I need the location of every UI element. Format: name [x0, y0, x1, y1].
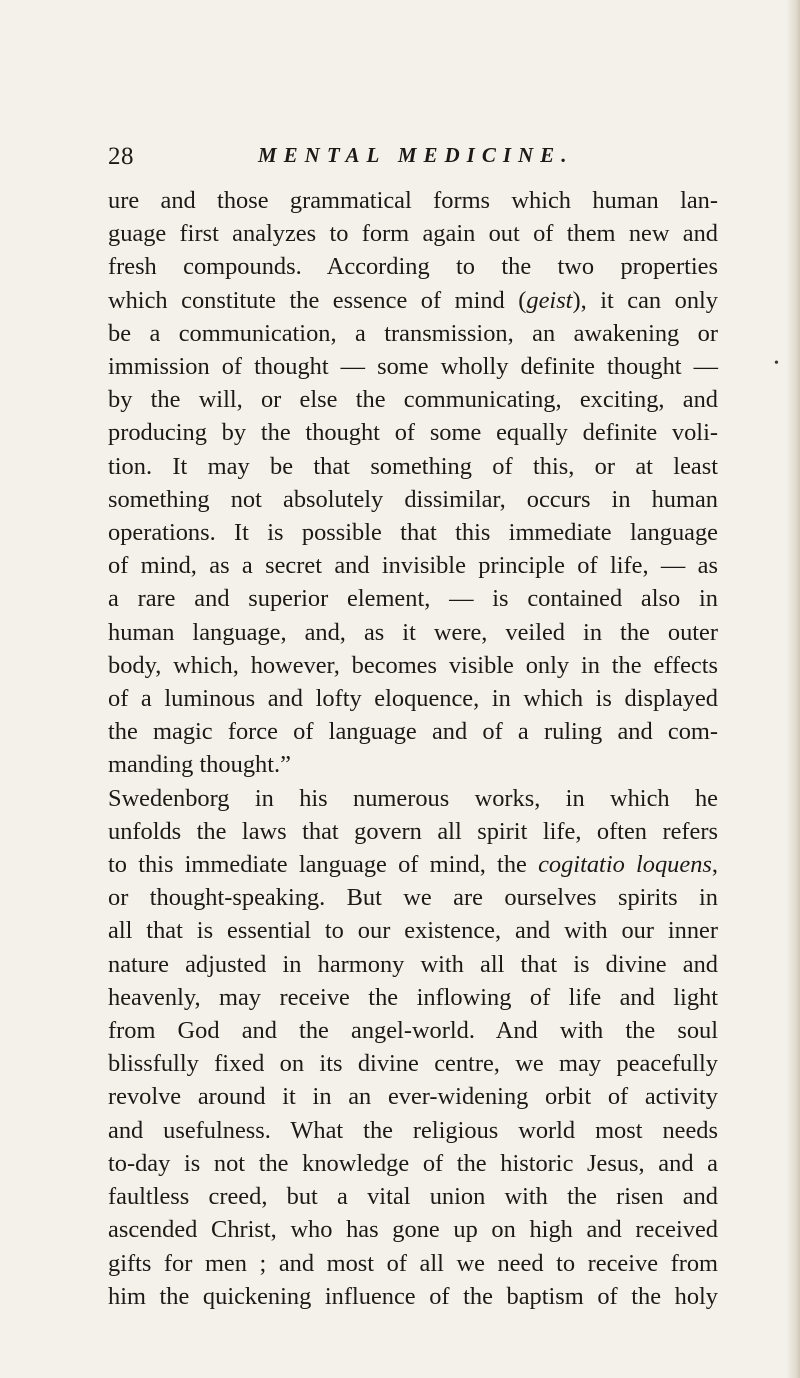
running-head: MENTAL MEDICINE. [258, 143, 574, 167]
text-line: to this immediate language of mind, the cogitatio loquens, [108, 851, 718, 879]
text-line: nature adjusted in harmony with all that is divine and [108, 950, 718, 978]
text-line: him the quickening influence of the baptism of the holy [108, 1282, 718, 1310]
text-line: ure and those grammatical forms which human lan- [108, 187, 718, 214]
text-line: the magic force of language and of a ruling and com- [108, 718, 718, 746]
text-line: of a luminous and lofty eloquence, in which is displayed [108, 685, 718, 713]
text-line: immission of thought — some wholly definite thought — [108, 353, 718, 381]
text-line: human language, and, as it were, veiled in the outer [108, 618, 718, 646]
text-line: faultless creed, but a vital union with the risen and [108, 1183, 718, 1211]
text-line: blissfully fixed on its divine centre, we may peacefully [108, 1050, 718, 1078]
text-line: of mind, as a secret and invisible principle of life, — as [108, 552, 718, 580]
text-line: operations. It is possible that this immediate language [108, 519, 718, 547]
text-line: gifts for men ; and most of all we need to receive from [108, 1249, 718, 1277]
text-line: to-day is not the knowledge of the historic Jesus, and a [108, 1149, 718, 1177]
text-line: heavenly, may receive the inflowing of life and light [108, 983, 718, 1011]
text-line: revolve around it in an ever-widening orbit of activity [108, 1083, 718, 1111]
text-line: all that is essential to our existence, and with our inner [108, 917, 718, 945]
text-line: which constitute the essence of mind (geist), it can only [108, 286, 718, 314]
text-line: fresh compounds. According to the two properties [108, 253, 718, 281]
text-line: by the will, or else the communicating, exciting, and [108, 386, 718, 414]
page-number: 28 [108, 143, 134, 170]
text-line: ascended Christ, who has gone up on high and received [108, 1216, 718, 1244]
text-line: a rare and superior element, — is contained also in [108, 585, 718, 613]
text-line: be a communication, a transmission, an awakening or [108, 319, 718, 347]
text-line: body, which, however, becomes visible only in the effects [108, 651, 718, 679]
text-line: something not absolutely dissimilar, occurs in human [108, 485, 718, 513]
text-line: producing by the thought of some equally definite voli- [108, 419, 718, 447]
text-line: and usefulness. What the religious world most needs [108, 1116, 718, 1144]
margin-mark: • [774, 356, 779, 371]
text-line: or thought-speaking. But we are ourselves spirits in [108, 884, 718, 912]
page-edge [786, 0, 800, 1378]
text-line: from God and the angel-world. And with the soul [108, 1017, 718, 1045]
text-line: Swedenborg in his numerous works, in which he [108, 784, 718, 812]
text-line: unfolds the laws that govern all spirit life, often refers [108, 817, 718, 845]
text-line: guage first analyzes to form again out of them new and [108, 220, 718, 248]
body-text [108, 184, 718, 1313]
page-header [108, 143, 702, 173]
text-line: tion. It may be that something of this, or at least [108, 452, 718, 480]
text-line: manding thought.” [108, 751, 291, 779]
